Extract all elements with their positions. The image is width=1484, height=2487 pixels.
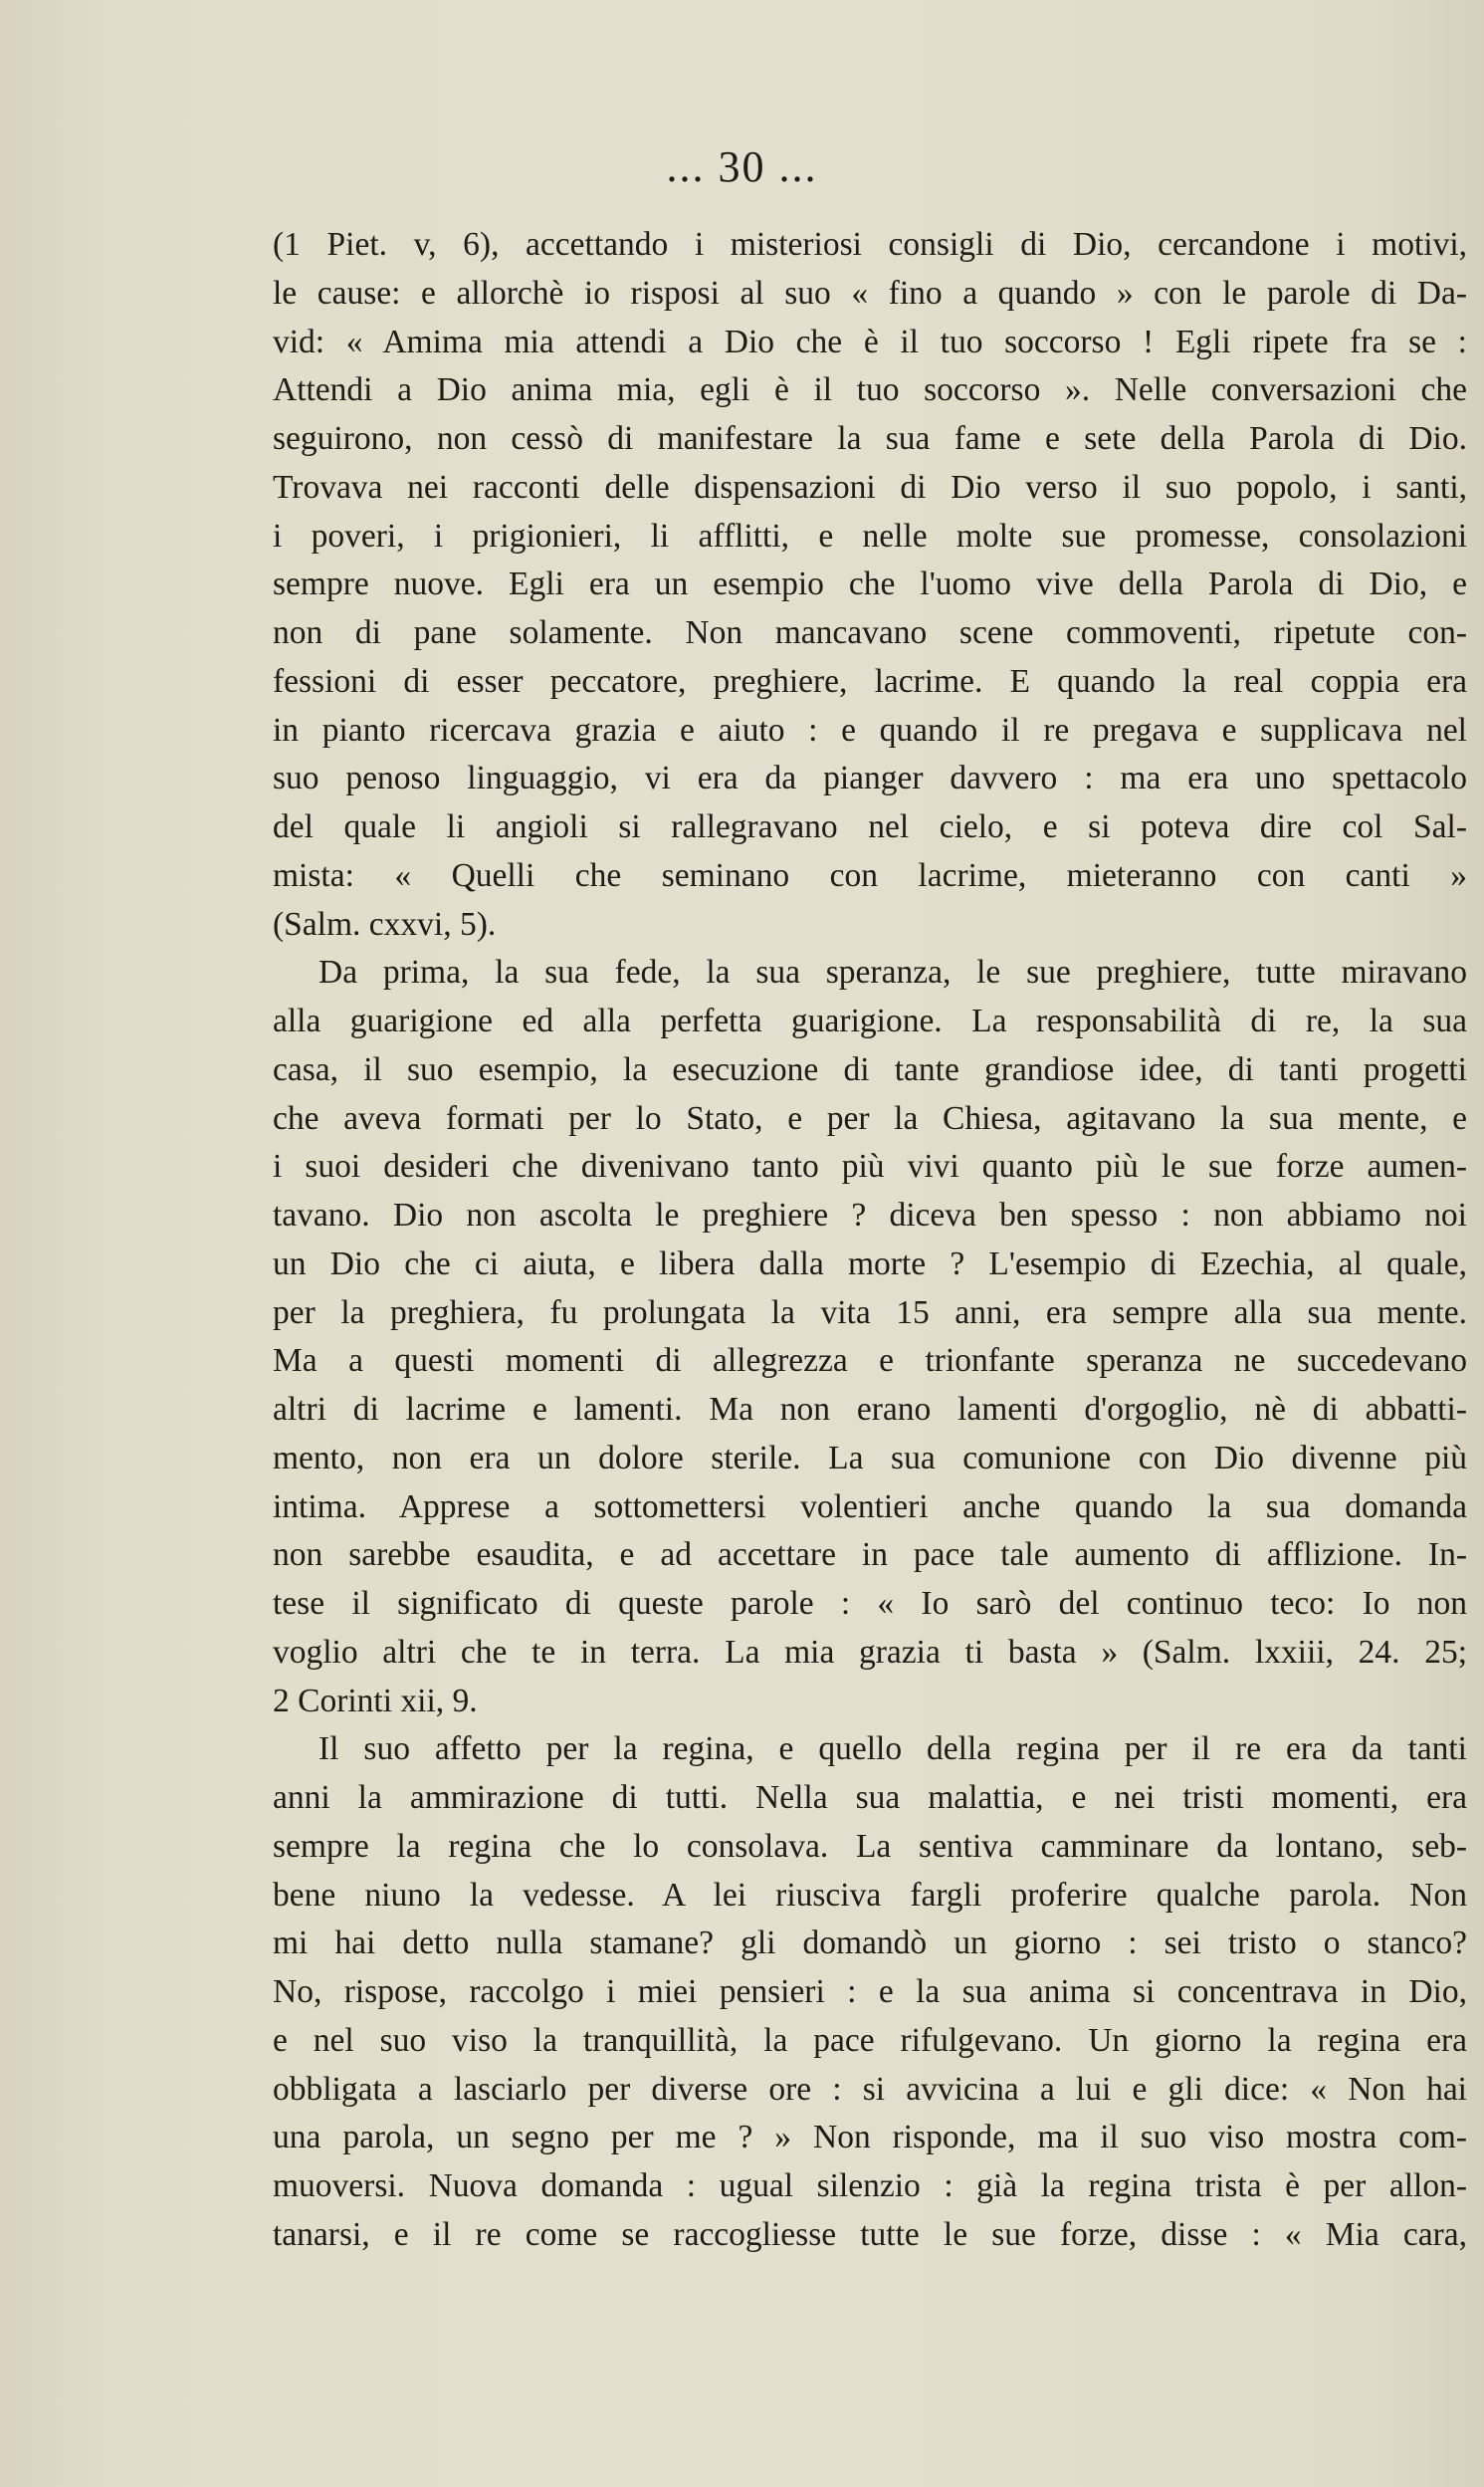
text-line: tavano. Dio non ascolta le preghiere ? diceva ben spesso : non abbiamo noi xyxy=(273,1197,1467,1234)
body-text xyxy=(273,221,1467,2260)
text-line: muoversi. Nuova domanda : ugual silenzio : già la regina trista è per allon- xyxy=(273,2167,1467,2204)
text-line: tanarsi, e il re come se raccogliesse tutte le sue forze, disse : « Mia cara, xyxy=(273,2215,1467,2253)
text-line: (1 Piet. v, 6), accettando i misteriosi consigli di Dio, cercandone i motivi, xyxy=(273,226,1467,263)
text-line: del quale li angioli si rallegravano nel cielo, e si poteva dire col Sal- xyxy=(273,808,1467,845)
text-line: bene niuno la vedesse. A lei riusciva fargli proferire qualche parola. Non xyxy=(273,1876,1467,1914)
text-line: Ma a questi momenti di allegrezza e trionfante speranza ne succedevano xyxy=(273,1342,1467,1380)
text-line: mista: « Quelli che seminano con lacrime, mieteranno con canti » xyxy=(273,856,1467,894)
text-line: una parola, un segno per me ? » Non risponde, ma il suo viso mostra com- xyxy=(273,2119,1467,2156)
text-line: i suoi desideri che divenivano tanto più vivi quanto più le sue forze aumen- xyxy=(273,1148,1467,1186)
text-line: e nel suo viso la tranquillità, la pace rifulgevano. Un giorno la regina era xyxy=(273,2021,1467,2059)
text-line: (Salm. cxxvi, 5). xyxy=(273,905,497,943)
text-line: suo penoso linguaggio, vi era da pianger davvero : ma era uno spettacolo xyxy=(273,760,1467,797)
page-number: ... 30 ... xyxy=(666,142,818,191)
text-line: fessioni di esser peccatore, preghiere, lacrime. E quando la real coppia era xyxy=(273,662,1467,700)
text-line: seguirono, non cessò di manifestare la sua fame e sete della Parola di Dio. xyxy=(273,420,1467,457)
text-line: casa, il suo esempio, la esecuzione di tante grandiose idee, di tanti progetti xyxy=(273,1050,1467,1088)
text-line: sempre nuove. Egli era un esempio che l'uomo vive della Parola di Dio, e xyxy=(273,565,1467,603)
text-line: un Dio che ci aiuta, e libera dalla morte ? L'esempio di Ezechia, al quale, xyxy=(273,1244,1467,1282)
text-line: in pianto ricercava grazia e aiuto : e quando il re pregava e supplicava nel xyxy=(273,711,1467,749)
text-line: anni la ammirazione di tutti. Nella sua malattia, e nei tristi momenti, era xyxy=(273,1779,1467,1816)
text-line: non sarebbe esaudita, e ad accettare in pace tale aumento di afflizione. In- xyxy=(273,1536,1467,1574)
text-line: non di pane solamente. Non mancavano scene commoventi, ripetute con- xyxy=(273,614,1467,651)
text-line: altri di lacrime e lamenti. Ma non erano lamenti d'orgoglio, nè di abbatti- xyxy=(273,1391,1467,1428)
text-line: mi hai detto nulla stamane? gli domandò un giorno : sei tristo o stanco? xyxy=(273,1924,1467,1962)
text-line: Da prima, la sua fede, la sua speranza, le sue preghiere, tutte miravano xyxy=(318,954,1467,992)
text-line: Attendi a Dio anima mia, egli è il tuo soccorso ». Nelle conversazioni che xyxy=(273,371,1467,409)
text-line: vid: « Amima mia attendi a Dio che è il tuo soccorso ! Egli ripete fra se : xyxy=(273,323,1467,360)
text-line: alla guarigione ed alla perfetta guarigione. La responsabilità di re, la sua xyxy=(273,1003,1467,1039)
text-line: No, rispose, raccolgo i miei pensieri : e la sua anima si concentrava in Dio, xyxy=(273,1973,1467,2010)
text-line: le cause: e allorchè io risposi al suo « fino a quando » con le parole di Da- xyxy=(273,274,1467,312)
text-line: Il suo affetto per la regina, e quello della regina per il re era da tanti xyxy=(318,1730,1467,1768)
text-line: sempre la regina che lo consolava. La sentiva camminare da lontano, seb- xyxy=(273,1827,1467,1865)
text-line: che aveva formati per lo Stato, e per la Chiesa, agitavano la sua mente, e xyxy=(273,1099,1467,1137)
text-line: tese il significato di queste parole : « Io sarò del continuo teco: Io non xyxy=(273,1585,1467,1622)
text-line: i poveri, i prigionieri, li afflitti, e nelle molte sue promesse, consolazioni xyxy=(273,517,1467,555)
text-line: intima. Apprese a sottomettersi volentieri anche quando la sua domanda xyxy=(273,1487,1467,1525)
text-line: 2 Corinti xii, 9. xyxy=(273,1682,478,1719)
text-line: per la preghiera, fu prolungata la vita 15 anni, era sempre alla sua mente. xyxy=(273,1293,1467,1331)
text-line: voglio altri che te in terra. La mia grazia ti basta » (Salm. lxxiii, 24. 25; xyxy=(273,1633,1467,1671)
text-line: Trovava nei racconti delle dispensazioni di Dio verso il suo popolo, i santi, xyxy=(273,468,1467,506)
text-line: mento, non era un dolore sterile. La sua comunione con Dio divenne più xyxy=(273,1439,1467,1476)
text-line: obbligata a lasciarlo per diverse ore : si avvicina a lui e gli dice: « Non hai xyxy=(273,2070,1467,2108)
